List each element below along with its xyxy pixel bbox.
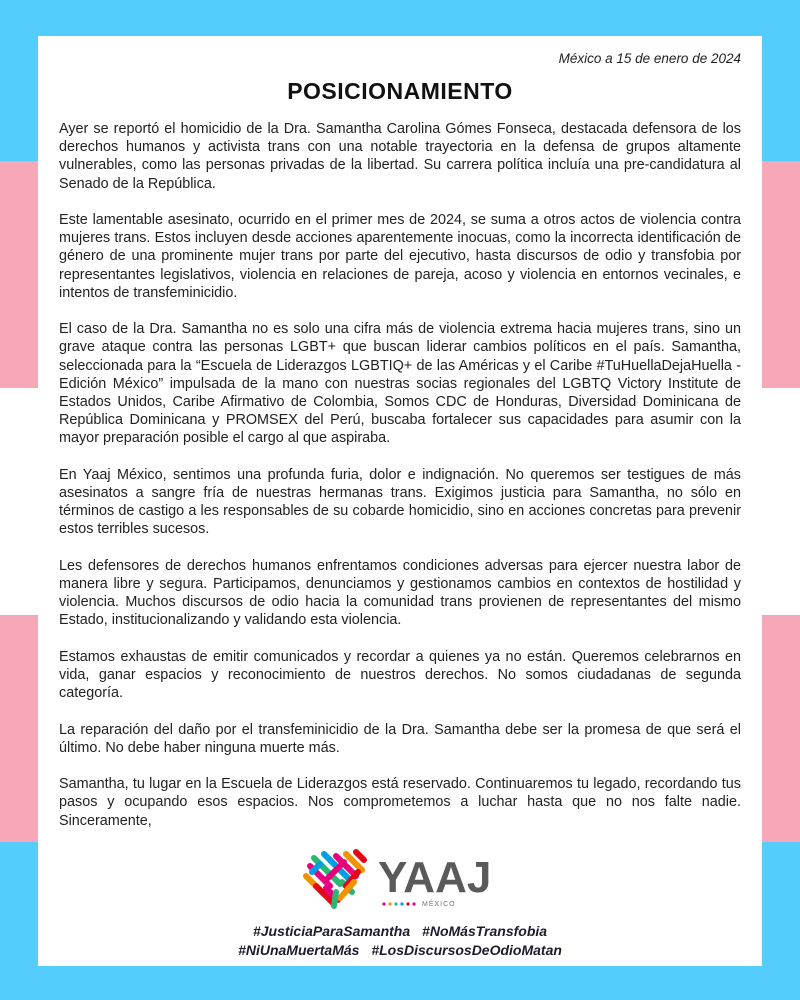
hashtag: #NiUnaMuertaMás (238, 942, 360, 958)
statement-date: México a 15 de enero de 2024 (558, 51, 741, 66)
paragraph: En Yaaj México, sentimos una profunda furia, dolor e indignación. No queremos ser testigues de más asesinatos a sangre fría de nuestras hermanas trans. Exigimos justicia para Samantha, no sólo en términos de castigo a les responsables de su cobarde homicidio, sino en acciones concretas para prevenir estos terribles sucesos. (59, 466, 741, 538)
paragraph: Les defensores de derechos humanos enfrentamos condiciones adversas para ejercer nuestra labor de manera libre y segura. Participamos, denunciamos y gestionamos cambios en contextos de hostilidad y violencia. Muchos discursos de odio hacia la comunidad trans provienen de representantes del mismo Estado, institucionalizando y validando esta violencia. (59, 557, 741, 629)
page-title: POSICIONAMIENTO (287, 78, 513, 104)
heart-logo-icon (300, 842, 510, 914)
paragraph: El caso de la Dra. Samantha no es solo una cifra más de violencia extrema hacia mujeres trans, sino un grave ataque contra las personas LGBT+ que buscan liderar cambios políticos en el país. Samantha, seleccionada para la “Escuela de Liderazgos LGBTIQ+ de las Américas y el Caribe #TuHuellaDejaHuella - Edición México” impulsada de la mano con nuestras socias regionales del LGBTQ Victory Institute de Estados Unidos, Caribe Afirmativo de Colombia, Somos CDC de Honduras, Diversidad Dominicana de República Dominicana y PROMSEX del Perú, buscaba fortalecer sus capacidades para asumir con la mayor preparación posible el cargo al que aspiraba. (59, 321, 741, 447)
paragraph: Ayer se reportó el homicidio de la Dra. Samantha Carolina Gómes Fonseca, destacada defensora de los derechos humanos y activista trans con una notable trayectoria en la defensa de grupos altamente vulnerables, como las personas privadas de la libertad. Su carrera política incluía una pre-candidatura al Senado de la República. (59, 121, 741, 192)
paragraph: La reparación del daño por el transfeminicidio de la Dra. Samantha debe ser la promesa de que será el último. No debe haber ninguna muerte más. (59, 721, 741, 756)
logo-wordmark: YAAJ (378, 853, 492, 902)
hashtag-line (38, 922, 762, 941)
hashtag: #NoMásTransfobia (422, 923, 548, 939)
hashtags (38, 922, 762, 960)
hashtag: #JusticiaParaSamantha (252, 923, 411, 939)
hashtag-line (38, 941, 762, 960)
logo-dots (382, 902, 415, 905)
paragraph: Este lamentable asesinato, ocurrido en el primer mes de 2024, se suma a otros actos de violencia contra mujeres trans. Estos incluyen desde acciones aparentemente inocuas, como la incorrecta identificación de género de una prominente mujer trans por parte del ejecutivo, hasta discursos de odio y transfobia por representantes legislativos, violencia en relaciones de pareja, acoso y violencia en entornos vecinales, e intentos de transfeminicidio. (59, 212, 741, 301)
logo-subtext: MÉXICO (422, 901, 456, 908)
paragraph: Samantha, tu lugar en la Escuela de Liderazgos está reservado. Continuaremos tu legado, recordando tus pasos y ocupando esos espacios. Nos comprometemos a luchar hasta que no nos falte nadie. Sinceramente, (59, 776, 741, 829)
paragraph: Estamos exhaustas de emitir comunicados y recordar a quienes ya no están. Queremos celebrarnos en vida, ganar espacios y reconocimiento de nuestros derechos. No somos ciudadanas de segunda categoría. (59, 648, 741, 702)
statement-card (38, 36, 762, 966)
statement-body (59, 120, 741, 848)
hashtag: #LosDiscursosDeOdioMatan (371, 942, 562, 958)
yaaj-logo (300, 842, 510, 914)
